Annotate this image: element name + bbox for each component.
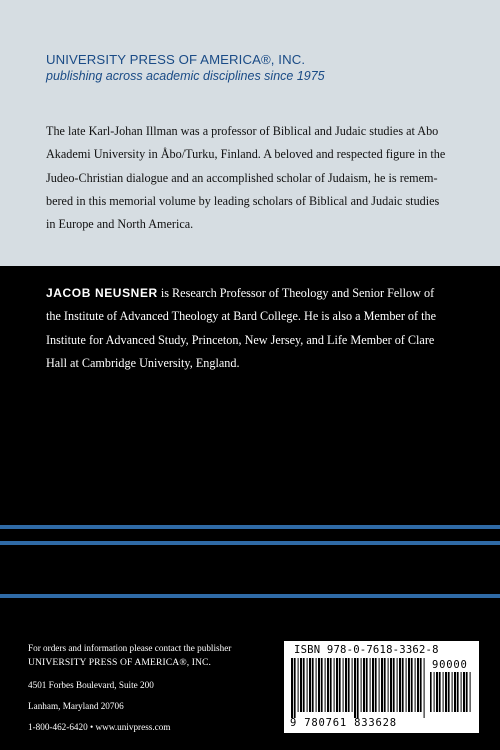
barcode-bar [348,658,350,712]
barcode-bar [388,658,389,712]
order-intro: For orders and information please contact the publisher [28,643,232,653]
barcode-bar [372,658,374,712]
barcode-bar [345,658,347,712]
author-bio-line: the Institute of Advanced Theology at Bard College. He is also a Member of the [46,309,437,324]
isbn-barcode [284,641,479,733]
author-bio-line: Institute for Advanced Study, Princeton, New Jersey, and Life Member of Clare [46,332,435,347]
barcode-bar [452,672,453,712]
description-line: Judeo-Christian dialogue and an accomplished scholar of Judaism, he is remem- [46,170,438,185]
barcode-bar [417,658,419,712]
author-bio-line: Hall at Cambridge University, England. [46,355,240,370]
description-line: bered in this memorial volume by leading scholars of Biblical and Judaic studies [46,193,440,208]
barcode-bar [354,658,356,718]
barcode-bar [408,658,410,712]
description-line: in Europe and North America. [46,217,194,232]
barcode-bar [307,658,308,712]
barcode-bar [316,658,317,712]
barcode-bar [318,658,320,712]
barcode-bar [327,658,329,712]
barcode-bar [454,672,456,712]
barcode-bar [312,658,314,712]
barcode-bar [463,672,465,712]
barcode-bar [470,672,471,712]
barcode-digits: 9 780761 833628 [290,717,397,729]
barcode-bar [411,658,413,712]
barcode-bar [457,672,459,712]
author-bio-line [46,282,466,305]
barcode-bar [303,658,305,712]
barcode-bar [357,658,359,718]
barcode-bar [443,672,444,712]
publisher-name: UNIVERSITY PRESS OF AMERICA®, INC. [46,52,306,67]
author-name: JACOB NEUSNER [46,286,158,300]
barcode-bar [379,658,380,712]
publisher-tagline: publishing across academic disciplines since 1975 [46,69,325,83]
barcode-bar [370,658,371,712]
contact-info: 1-800-462-6420 • www.univpress.com [28,722,171,732]
isbn-label: ISBN 978-0-7618-3362-8 [294,644,439,656]
barcode-bar [415,658,416,712]
barcode-bar [393,658,395,712]
barcode-bar [397,658,398,712]
barcode-bar [339,658,341,712]
book-description [46,120,466,236]
blue-stripe [0,594,500,598]
barcode-bar [336,658,338,712]
addon-digits: 90000 [432,659,468,671]
barcode-bar [424,658,425,718]
address-line-1: 4501 Forbes Boulevard, Suite 200 [28,680,154,690]
barcode-bar [300,658,302,712]
barcode-bar [406,658,407,712]
barcode-bar [384,658,386,712]
barcode-bar [294,658,296,718]
barcode-bar [381,658,383,712]
blue-stripe [0,525,500,529]
barcode-bar [321,658,323,712]
description-line: The late Karl-Johan Illman was a professor of Biblical and Judaic studies at Abo [46,124,439,138]
barcode-bar [361,658,362,712]
barcode-bar [291,658,293,718]
barcode-bar [466,672,468,712]
barcode-bar [366,658,368,712]
barcode-bar [390,658,392,712]
barcode-bar [343,658,344,712]
barcode-bar [399,658,401,712]
barcode-bar [439,672,441,712]
barcode-bar [448,672,450,712]
barcode-bar [445,672,447,712]
barcode-bar [298,658,299,712]
barcode-bar [402,658,404,712]
barcode-bar [363,658,365,712]
address-line-2: Lanham, Maryland 20706 [28,701,124,711]
barcode-bar [434,672,435,712]
author-bio [46,282,466,375]
barcode-bar [330,658,332,712]
barcode-bars [290,658,428,718]
author-bio-first-line-text: is Research Professor of Theology and Senior Fellow of [157,286,435,300]
barcode-bar [461,672,462,712]
top-description-panel [0,0,500,266]
order-publisher: UNIVERSITY PRESS OF AMERICA®, INC. [28,657,212,668]
blue-stripe [0,541,500,545]
barcode-bar [325,658,326,712]
barcode-bar [352,658,353,712]
barcode-bar [430,672,432,712]
description-line: Akademi University in Åbo/Turku, Finland. A beloved and respected figure in the [46,147,446,162]
barcode-bar [375,658,377,712]
addon-barcode-bars [429,672,473,722]
barcode-bar [309,658,311,712]
barcode-bar [436,672,438,712]
barcode-bar [334,658,335,712]
barcode-bar [420,658,422,712]
